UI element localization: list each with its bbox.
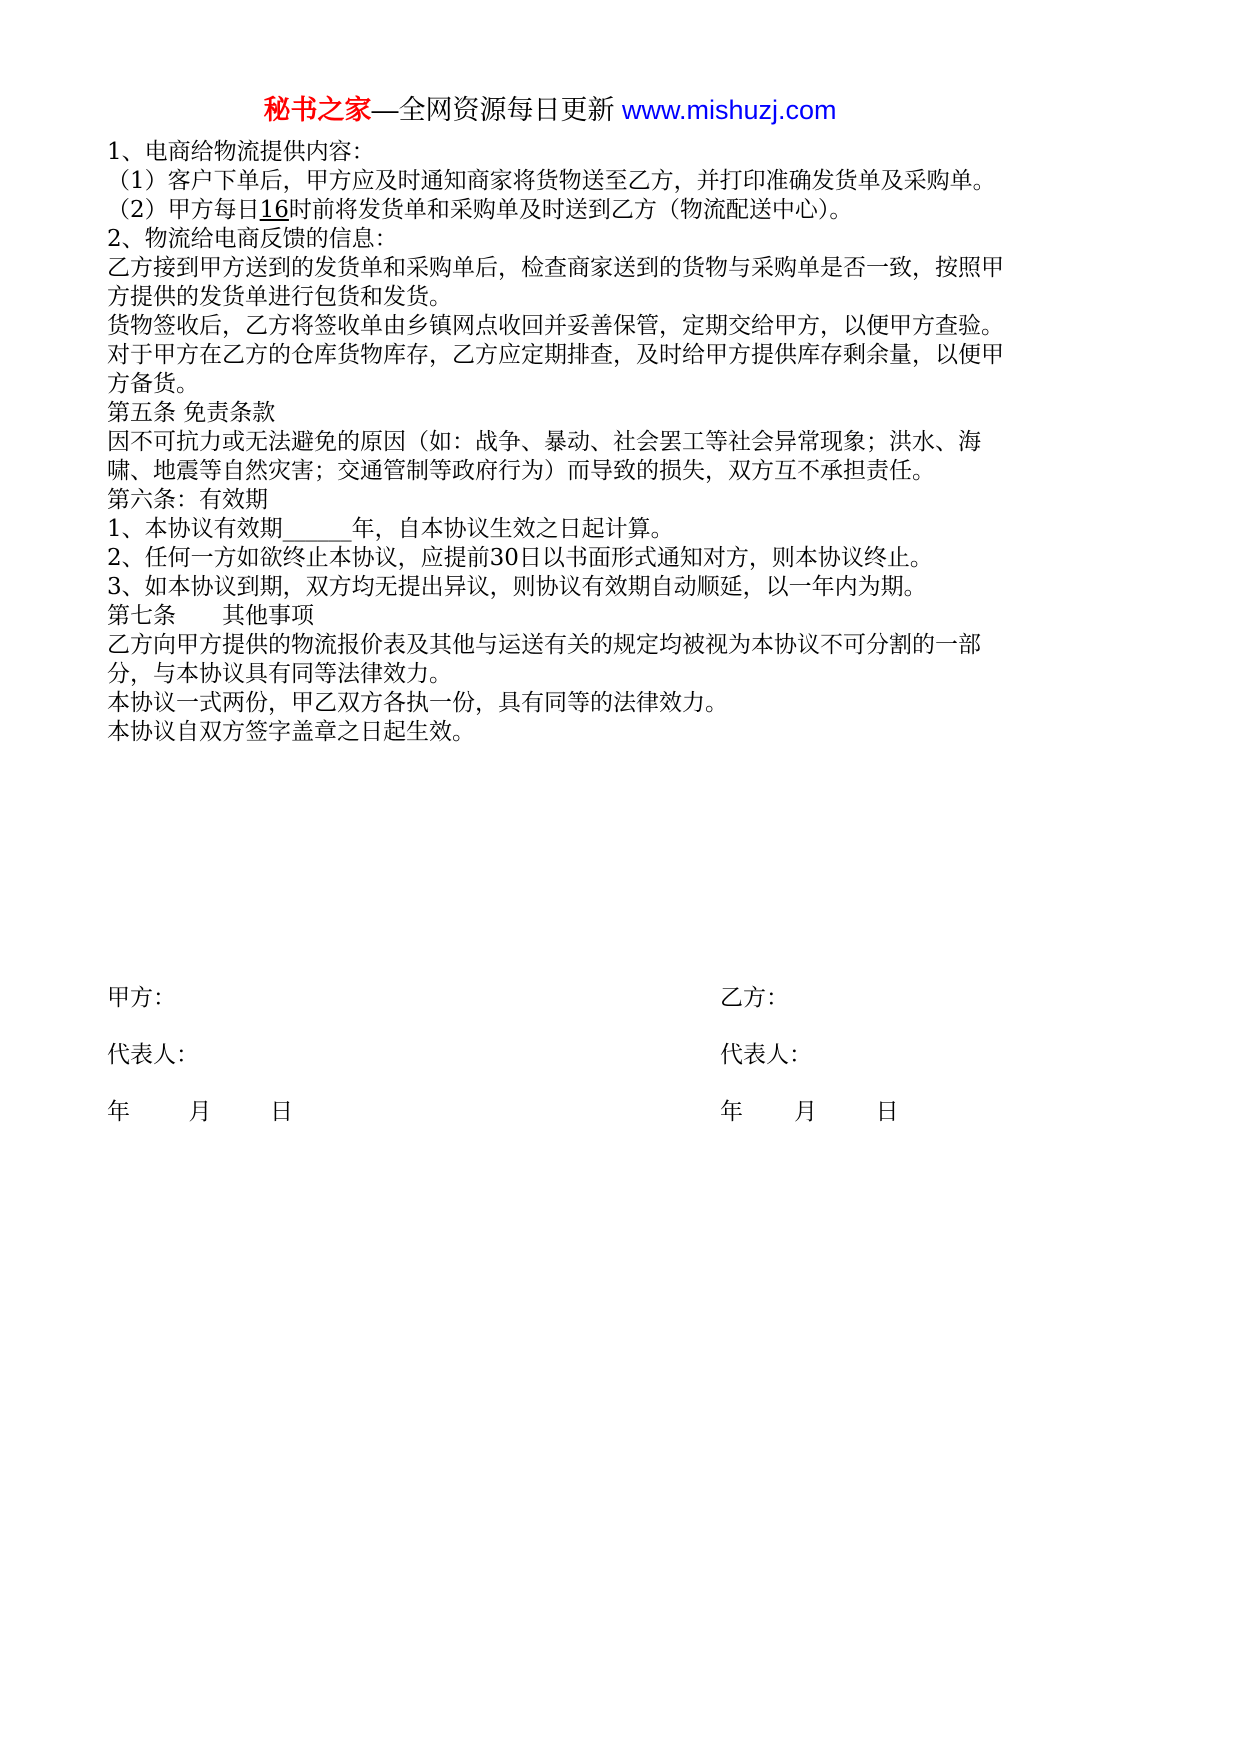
paragraph: 3、如本协议到期，双方均无提出异议，则协议有效期自动顺延，以一年内为期。: [107, 574, 927, 600]
paragraph: 本协议一式两份，甲乙双方各执一份，具有同等的法律效力。: [107, 690, 728, 716]
paragraph: 本协议自双方签字盖章之日起生效。: [107, 719, 475, 745]
paragraph: 乙方接到甲方送到的发货单和采购单后，检查商家送到的货物与采购单是否一致，按照甲方提供的发货单进行包货和发货。: [107, 255, 1004, 310]
agreement-body: [107, 138, 1007, 747]
representative-b-label: 代表人：: [720, 1042, 812, 1068]
paragraph-text: 时前将发货单和采购单及时送到乙方（物流配送中心）。: [288, 197, 853, 223]
paragraph: 因不可抗力或无法避免的原因（如：战争、暴动、社会罢工等社会异常现象；洪水、海啸、地震等自然灾害；交通管制等政府行为）而导致的损失，双方互不承担责任。: [107, 429, 981, 484]
party-b-label: 乙方：: [720, 985, 789, 1011]
paragraph: 1、本协议有效期______年，自本协议生效之日起计算。: [107, 516, 674, 542]
paragraph: 对于甲方在乙方的仓库货物库存，乙方应定期排查，及时给甲方提供库存剩余量，以便甲方备货。: [107, 342, 1004, 397]
paragraph: 货物签收后，乙方将签收单由乡镇网点收回并妥善保管，定期交给甲方，以便甲方查验。: [107, 313, 1004, 339]
paragraph: [107, 196, 1007, 225]
paragraph: 2、任何一方如欲终止本协议，应提前30日以书面形式通知对方，则本协议终止。: [107, 545, 933, 571]
party-a-label: 甲方：: [107, 985, 176, 1011]
section-heading: 1、电商给物流提供内容：: [107, 139, 375, 165]
article-heading: 第五条 免责条款: [107, 400, 276, 426]
date-a-line: 年 月 日: [107, 1099, 293, 1125]
header-tagline: —全网资源每日更新: [371, 95, 622, 125]
hour-value: 16: [259, 197, 289, 223]
section-heading: 2、物流给电商反馈的信息：: [107, 226, 398, 252]
brand-name: 秘书之家: [263, 95, 372, 125]
paragraph-text: （2）甲方每日: [107, 197, 260, 223]
date-b-line: 年 月 日: [720, 1099, 899, 1125]
article-heading: 第七条 其他事项: [107, 603, 314, 629]
article-heading: 第六条：有效期: [107, 487, 268, 513]
representative-a-label: 代表人：: [107, 1042, 199, 1068]
site-url[interactable]: www.mishuzj.com: [621, 95, 837, 125]
paragraph: 乙方向甲方提供的物流报价表及其他与运送有关的规定均被视为本协议不可分割的一部分，与本协议具有同等法律效力。: [107, 632, 981, 687]
paragraph: （1）客户下单后，甲方应及时通知商家将货物送至乙方，并打印准确发货单及采购单。: [107, 168, 996, 194]
site-header: [0, 94, 1100, 126]
